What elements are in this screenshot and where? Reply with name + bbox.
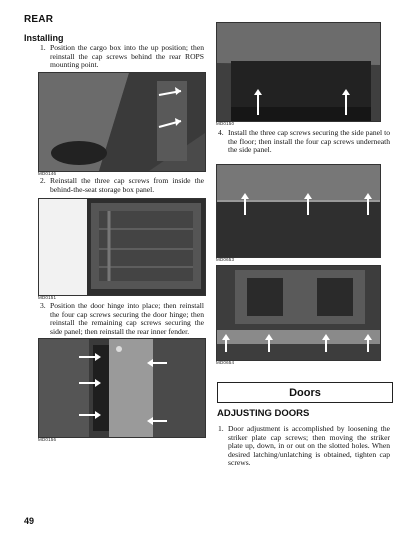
floor-screws-photo bbox=[216, 164, 381, 258]
step-number: 1. bbox=[40, 43, 46, 52]
step-4 bbox=[218, 129, 390, 155]
subsection-title: Installing bbox=[24, 33, 64, 43]
step-text: Door adjustment is accomplished by loosening the striker plate cap screws; then moving the striker plate up, down, in or out on the slotted holes. When desired latching/unlatching is obtained, tighten cap screws. bbox=[228, 424, 390, 468]
step-number: 1. bbox=[218, 424, 224, 433]
step-number: 2. bbox=[40, 176, 46, 185]
step-text: Reinstall the three cap screws from inside the behind-the-seat storage box panel. bbox=[50, 176, 204, 194]
step-1 bbox=[40, 44, 204, 70]
side-panel-photo bbox=[216, 22, 381, 122]
section-title: REAR bbox=[24, 14, 54, 25]
photo-code: MD0653 bbox=[216, 257, 235, 262]
step-3 bbox=[40, 302, 204, 336]
doors-title-box bbox=[217, 382, 393, 403]
step-2 bbox=[40, 177, 204, 194]
step-number: 4. bbox=[218, 128, 224, 137]
cargo-box-photo bbox=[38, 72, 206, 172]
adjusting-doors-heading: ADJUSTING DOORS bbox=[217, 408, 310, 419]
photo-code: MD0151 bbox=[38, 295, 57, 300]
step-text: Position the door hinge into place; then reinstall the four cap screws securing the door hinge; then reinstall the remaining cap screws securing the side panel; then reinstall the rear inner fender. bbox=[50, 301, 204, 336]
door-hinge-photo bbox=[38, 338, 206, 438]
photo-code: MD0150 bbox=[216, 121, 235, 126]
underside-screws-photo bbox=[216, 265, 381, 361]
photo-code: MD0156 bbox=[38, 437, 57, 442]
step-number: 3. bbox=[40, 301, 46, 310]
step-text: Install the three cap screws securing the side panel to the floor; then install the four cap screws underneath the side panel. bbox=[228, 128, 390, 155]
photo-code: MD0146 bbox=[38, 171, 57, 176]
doors-title: Doors bbox=[289, 387, 321, 399]
page-number: 49 bbox=[24, 516, 35, 526]
doors-step-1 bbox=[218, 425, 390, 468]
photo-code: MD0654 bbox=[216, 360, 235, 365]
step-text: Position the cargo box into the up position; then reinstall the cap screws behind the rear ROPS mounting point. bbox=[50, 43, 204, 70]
storage-box-photo bbox=[38, 198, 206, 296]
